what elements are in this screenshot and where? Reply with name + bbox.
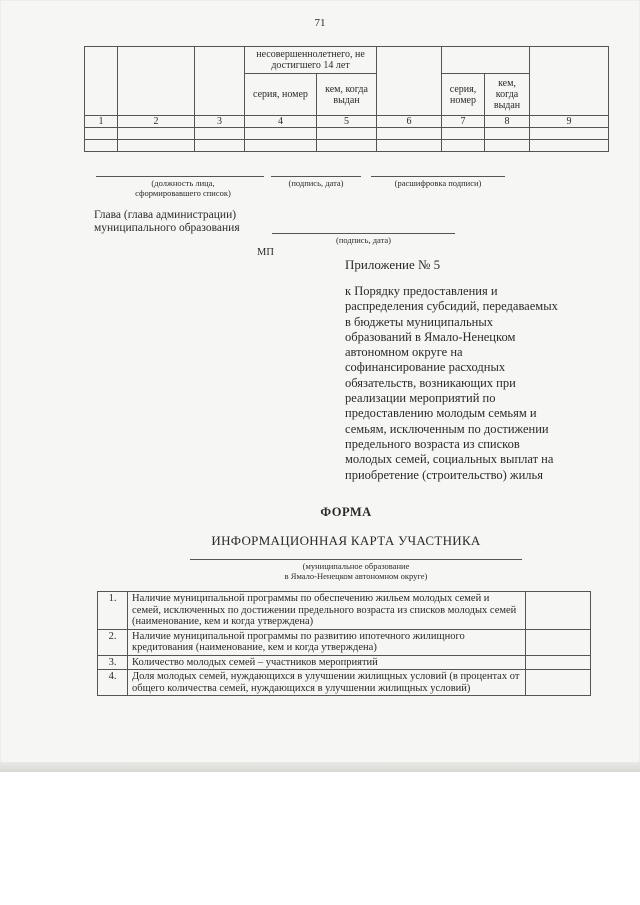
page-number: 71 xyxy=(314,17,326,29)
table-cell xyxy=(485,140,530,152)
column-number: 2 xyxy=(118,116,195,128)
table-cell xyxy=(118,47,195,116)
table-row xyxy=(98,670,591,696)
appendix-line: предоставлению молодым семьям и xyxy=(345,406,537,421)
appendix-line: распределения субсидий, передаваемых xyxy=(345,299,558,314)
table-cell xyxy=(195,140,245,152)
appendix-line: в бюджеты муниципальных xyxy=(345,314,493,329)
appendix-title: Приложение № 5 xyxy=(345,257,441,272)
table-cell xyxy=(85,140,118,152)
table-cell xyxy=(442,140,485,152)
column-header: серия, номер xyxy=(245,74,317,116)
position-caption: (должность лица, сформировавшего список) xyxy=(135,178,231,198)
header-minor: несовершеннолетнего, не достигшего 14 лет xyxy=(245,47,377,74)
form-title: ИНФОРМАЦИОННАЯ КАРТА УЧАСТНИКА xyxy=(211,533,481,548)
appendix-line: софинансирование расходных xyxy=(345,360,506,375)
form-label: ФОРМА xyxy=(320,505,372,519)
row-value xyxy=(526,592,591,630)
municipality-caption-2: в Ямало-Ненецком автономном округе) xyxy=(284,571,428,581)
table-row xyxy=(98,655,591,670)
signature-line xyxy=(96,176,264,177)
sign-caption: (подпись, дата) xyxy=(288,178,344,188)
appendix-line: приобретение (строительство) жилья xyxy=(345,467,543,482)
row-number: 3. xyxy=(98,655,128,670)
column-header: серия, номер xyxy=(442,74,485,116)
table-cell xyxy=(377,47,442,116)
column-number: 6 xyxy=(377,116,442,128)
table-cell xyxy=(530,128,609,140)
column-number: 5 xyxy=(317,116,377,128)
table-cell xyxy=(85,47,118,116)
head-sign-caption: (подпись, дата) xyxy=(335,235,391,245)
appendix-text xyxy=(345,284,558,483)
head-title-2: муниципального образования xyxy=(94,222,240,234)
column-number: 8 xyxy=(485,116,530,128)
row-number: 1. xyxy=(98,592,128,630)
appendix-line: предельного возраста из списков xyxy=(345,436,520,451)
appendix-line: семьям, исключенным по достижении xyxy=(345,421,549,436)
scan-edge xyxy=(0,762,640,772)
column-number: 1 xyxy=(85,116,118,128)
table-cell xyxy=(530,140,609,152)
row-text: Наличие муниципальной программы по развитию ипотечного жилищного кредитования (наименование, кем и когда утверждена) xyxy=(128,629,526,655)
table-cell xyxy=(245,140,317,152)
appendix-line: образований в Ямало-Ненецком xyxy=(345,329,516,344)
row-text: Наличие муниципальной программы по обеспечению жильем молодых семей и семей, исключенных по достижении предельного возраста из списков молодых семей (наименование, кем и когда утверждена) xyxy=(128,592,526,630)
signature-line xyxy=(272,233,455,234)
decode-caption: (расшифровка подписи) xyxy=(394,178,482,188)
column-number: 7 xyxy=(442,116,485,128)
appendix-line: обязательств, возникающих при xyxy=(345,375,516,390)
table-cell xyxy=(118,140,195,152)
signature-line xyxy=(371,176,505,177)
row-number: 2. xyxy=(98,629,128,655)
row-value xyxy=(526,670,591,696)
column-header: кем, когда выдан xyxy=(317,74,377,116)
column-number: 4 xyxy=(245,116,317,128)
head-title: Глава (глава администрации) xyxy=(94,209,237,221)
table-cell xyxy=(442,128,485,140)
row-value xyxy=(526,655,591,670)
column-number: 9 xyxy=(530,116,609,128)
table-cell xyxy=(195,128,245,140)
row-text: Доля молодых семей, нуждающихся в улучшении жилищных условий (в процентах от общего количества семей, нуждающихся в улучшении жилищных условий) xyxy=(128,670,526,696)
appendix-line: к Порядку предоставления и xyxy=(345,284,498,298)
signature-line xyxy=(271,176,361,177)
municipality-caption: (муниципальное образование xyxy=(302,561,410,571)
appendix-line: автономном округе на xyxy=(345,345,463,360)
table-cell xyxy=(317,140,377,152)
municipality-line xyxy=(190,559,522,560)
appendix-line: реализации мероприятий по xyxy=(345,391,496,406)
table-cell xyxy=(85,128,118,140)
table-cell xyxy=(195,47,245,116)
row-number: 4. xyxy=(98,670,128,696)
table-cell xyxy=(377,140,442,152)
table-row xyxy=(98,592,591,630)
row-text: Количество молодых семей – участников мероприятий xyxy=(128,655,526,670)
table-cell xyxy=(377,128,442,140)
stamp-label: МП xyxy=(257,247,274,258)
list-table xyxy=(84,46,609,152)
table-cell xyxy=(485,128,530,140)
info-table xyxy=(97,591,591,696)
column-header: кем, когда выдан xyxy=(485,74,530,116)
appendix-line: молодых семей, социальных выплат на xyxy=(345,452,554,467)
table-row xyxy=(98,629,591,655)
table-cell xyxy=(245,128,317,140)
table-cell xyxy=(118,128,195,140)
table-cell xyxy=(530,47,609,116)
table-cell xyxy=(317,128,377,140)
column-number: 3 xyxy=(195,116,245,128)
table-cell xyxy=(442,47,530,74)
row-value xyxy=(526,629,591,655)
